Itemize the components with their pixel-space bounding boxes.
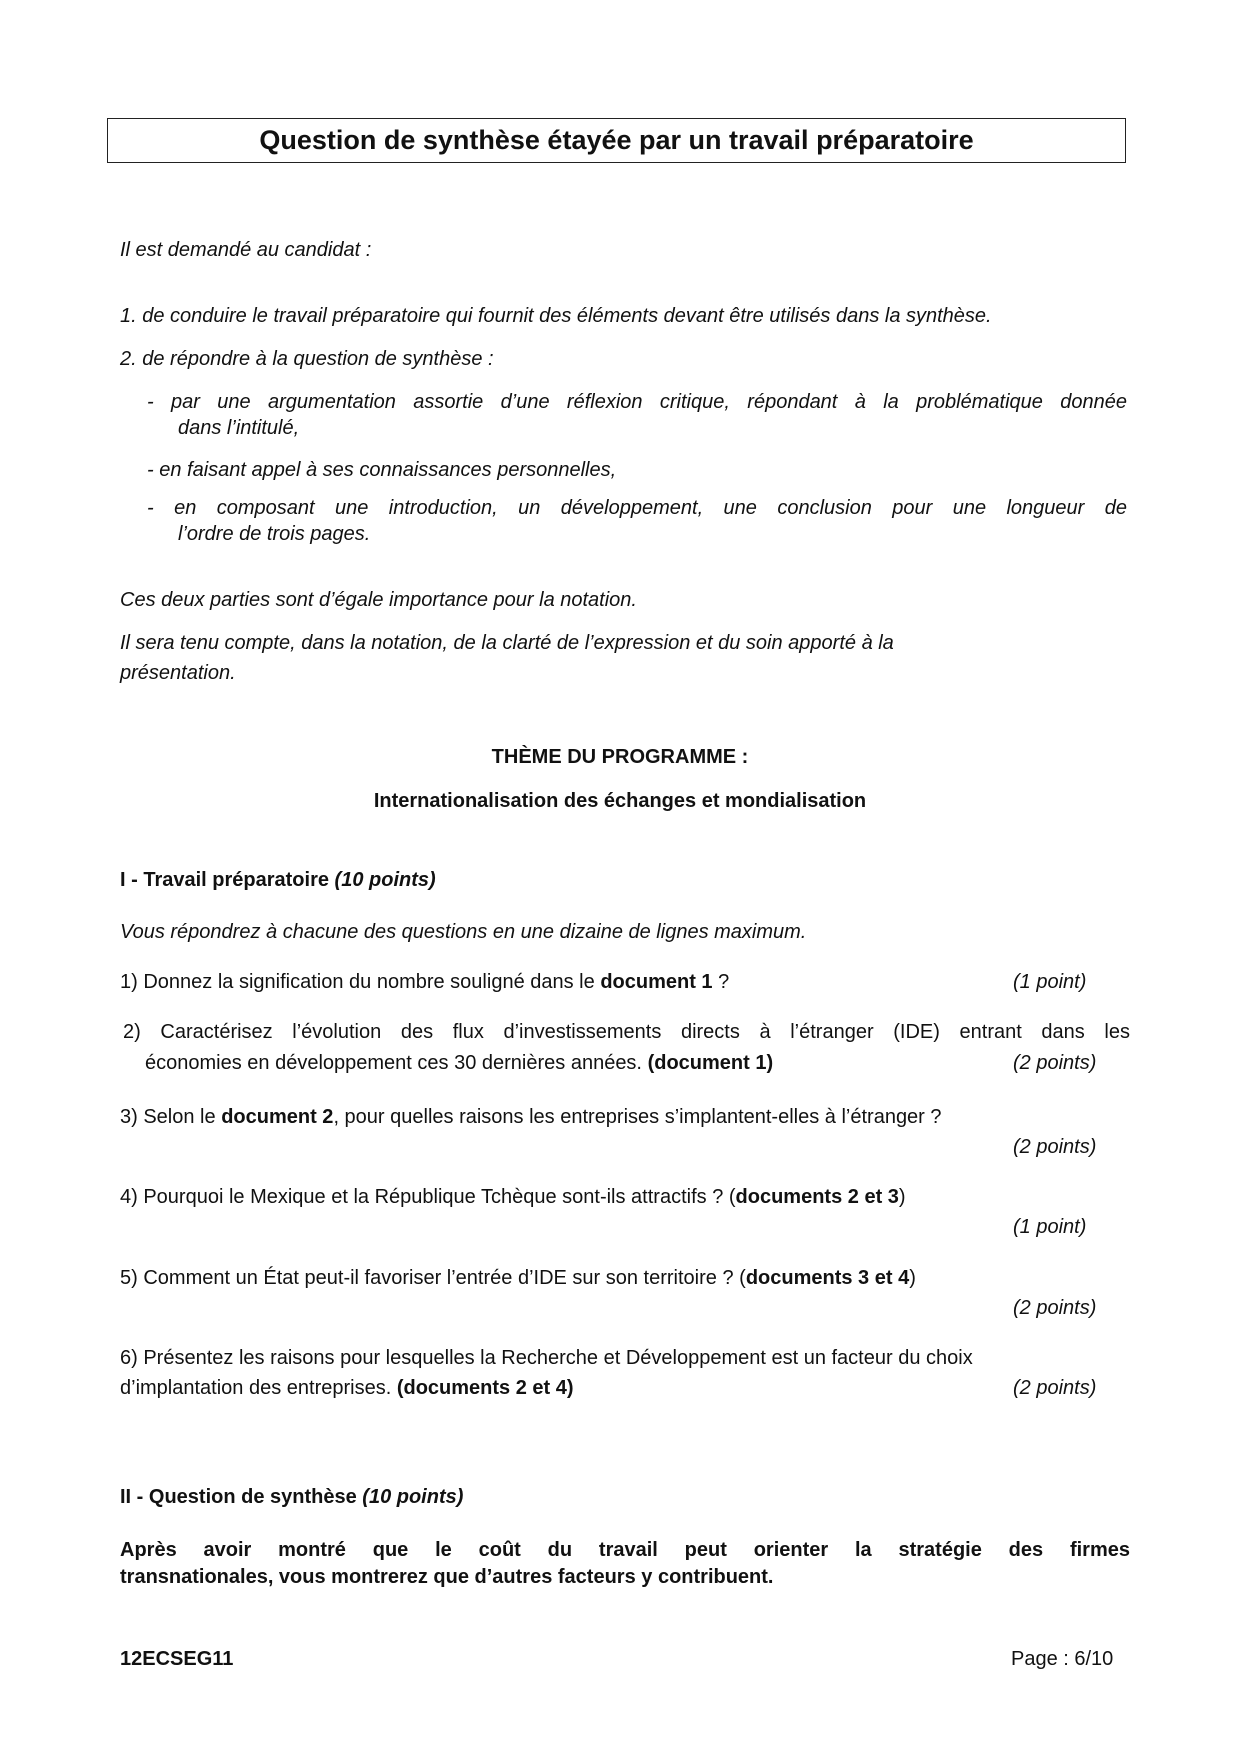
part2-heading-points: (10 points): [362, 1486, 464, 1508]
instructions-note2-line1: Il sera tenu compte, dans la notation, de la clarté de l’expression et du soin apporté à la: [120, 632, 894, 654]
question-5-post: ): [909, 1267, 916, 1289]
instructions-bullet2: - en faisant appel à ses connaissances personnelles,: [147, 459, 617, 481]
question-3: [120, 1103, 942, 1131]
instructions-bullet1-line2: dans l’intitulé,: [178, 417, 300, 439]
instructions-step2: 2. de répondre à la question de synthèse :: [120, 348, 494, 370]
part2-question-line1: Après avoir montré que le coût du travail peut orienter la stratégie des firmes: [120, 1539, 1130, 1561]
question-2-points: (2 points): [1013, 1052, 1097, 1074]
instructions-step1: 1. de conduire le travail préparatoire qui fournit des éléments devant être utilisés dans la synthèse.: [120, 305, 992, 327]
question-3-post: , pour quelles raisons les entreprises s’implantent-elles à l’étranger ?: [333, 1106, 942, 1128]
question-1: [120, 968, 729, 996]
instructions-bullet1-line1: - par une argumentation assortie d’une réflexion critique, répondant à la problématique donnée: [147, 391, 1127, 413]
question-3-doc: document 2: [221, 1106, 334, 1128]
part2-heading: [120, 1483, 463, 1511]
question-2-doc: (document 1): [647, 1052, 774, 1074]
question-1-points: (1 point): [1013, 971, 1087, 993]
instructions-note1: Ces deux parties sont d’égale importance pour la notation.: [120, 589, 637, 611]
theme-heading: THÈME DU PROGRAMME :: [491, 746, 749, 768]
part2-heading-label: II - Question de synthèse: [120, 1486, 357, 1508]
page-title: Question de synthèse étayée par un travail préparatoire: [107, 118, 1126, 163]
question-4: [120, 1183, 906, 1211]
question-1-end: ?: [712, 971, 730, 993]
part1-heading: [120, 866, 436, 894]
footer-code: 12ECSEG11: [120, 1648, 234, 1670]
question-3-points: (2 points): [1013, 1136, 1097, 1158]
question-5-points: (2 points): [1013, 1297, 1097, 1319]
part1-heading-label: I - Travail préparatoire: [120, 869, 329, 891]
question-5-doc: documents 3 et 4: [745, 1267, 910, 1289]
question-6-line2: [120, 1374, 574, 1402]
question-6-points: (2 points): [1013, 1377, 1097, 1399]
part2-question-line2: transnationales, vous montrerez que d’autres facteurs y contribuent.: [120, 1566, 774, 1588]
question-4-pre: 4) Pourquoi le Mexique et la République Tchèque sont-ils attractifs ? (: [120, 1186, 736, 1208]
question-6-line1: 6) Présentez les raisons pour lesquelles la Recherche et Développement est un facteur du choix: [120, 1347, 973, 1369]
question-5-pre: 5) Comment un État peut-il favoriser l’entrée d’IDE sur son territoire ? (: [120, 1267, 746, 1289]
question-6-line2-text: d’implantation des entreprises.: [120, 1377, 392, 1399]
question-3-pre: 3) Selon le: [120, 1106, 216, 1128]
question-5: [120, 1264, 916, 1292]
question-2-line1: 2) Caractérisez l’évolution des flux d’investissements directs à l’étranger (IDE) entrant dans les: [123, 1021, 1130, 1043]
part1-instruction: Vous répondrez à chacune des questions en une dizaine de lignes maximum.: [120, 921, 807, 943]
theme-subject: Internationalisation des échanges et mondialisation: [373, 790, 867, 812]
question-4-post: ): [898, 1186, 906, 1208]
question-1-doc: document 1: [600, 971, 713, 993]
question-2-line2: [145, 1049, 773, 1077]
footer-page-number: Page : 6/10: [1011, 1648, 1114, 1670]
question-2-line2-text: économies en développement ces 30 dernières années.: [145, 1052, 642, 1074]
part1-heading-points: (10 points): [334, 869, 436, 891]
question-4-points: (1 point): [1013, 1216, 1087, 1238]
question-6-doc: (documents 2 et 4): [396, 1377, 574, 1399]
instructions-note2-line2: présentation.: [120, 662, 236, 684]
instructions-bullet3-line1: - en composant une introduction, un développement, une conclusion pour une longueur de: [147, 497, 1127, 519]
question-1-text: 1) Donnez la signification du nombre souligné dans le: [120, 971, 595, 993]
instructions-intro: Il est demandé au candidat :: [120, 239, 372, 261]
instructions-bullet3-line2: l’ordre de trois pages.: [178, 523, 371, 545]
question-4-doc: documents 2 et 3: [735, 1186, 899, 1208]
